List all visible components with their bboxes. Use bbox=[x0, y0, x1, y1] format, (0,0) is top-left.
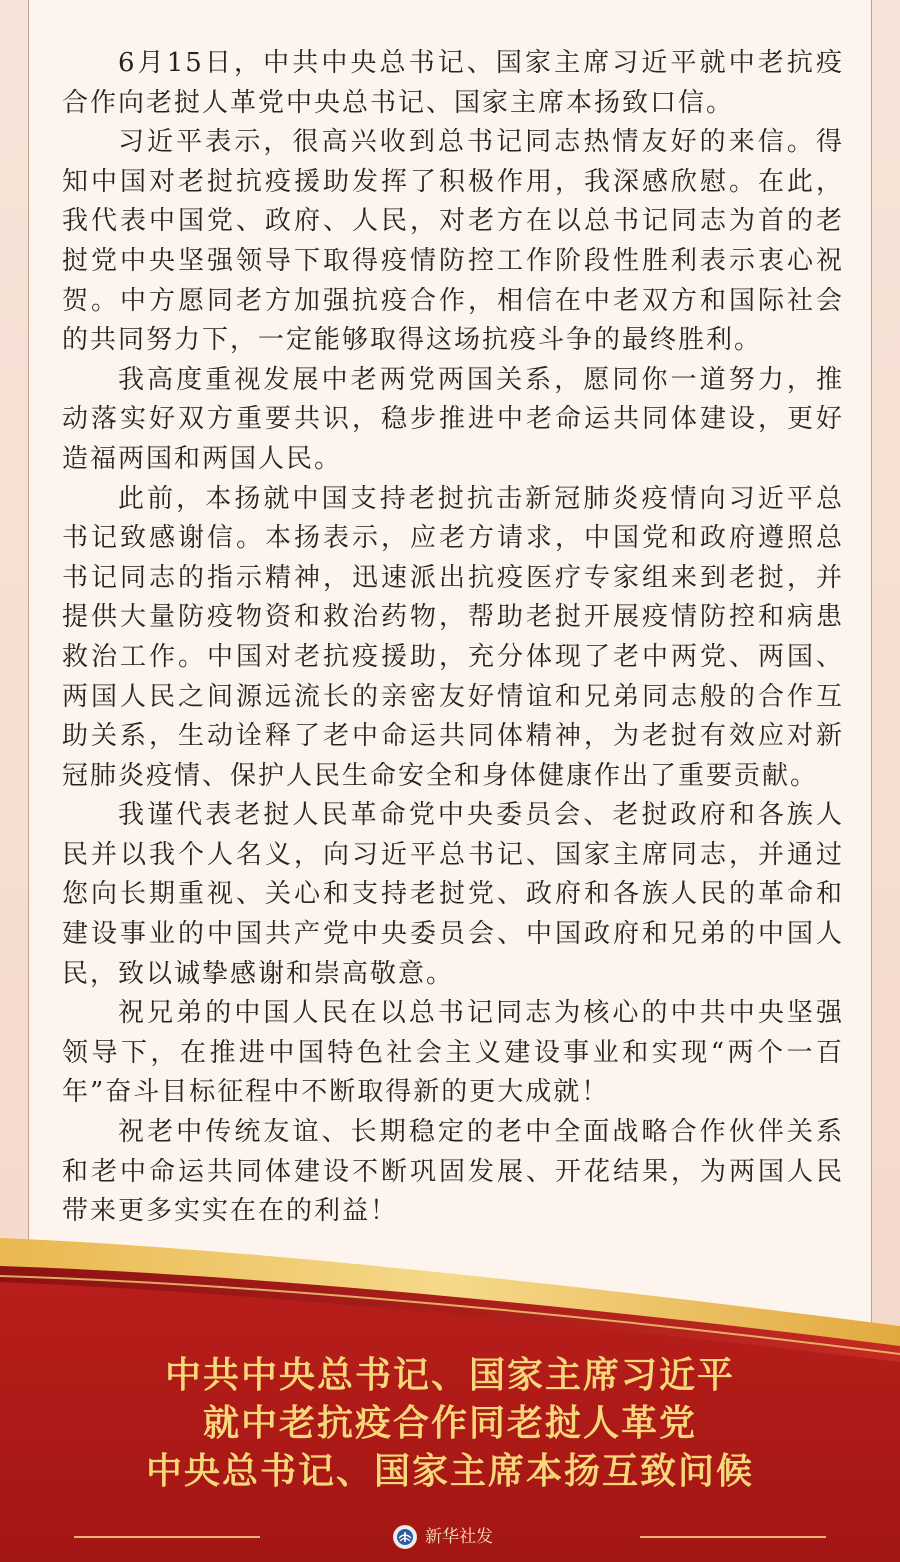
letter-paragraph: 祝老中传统友谊、长期稳定的老中全面战略合作伙伴关系和老中命运共同体建设不断巩固发展、开花结果，为两国人民带来更多实实在在的利益！ bbox=[62, 1117, 844, 1227]
letter-paragraph: 我高度重视发展中老两党两国关系，愿同你一道努力，推动落实好双方重要共识，稳步推进中老命运共同体建设，更好造福两国和两国人民。 bbox=[62, 364, 844, 474]
letter-paragraph: 6月15日，中共中央总书记、国家主席习近平就中老抗疫合作向老挝人革党中央总书记、国家主席本扬致口信。 bbox=[62, 48, 844, 118]
headline-line-2: 就中老抗疫合作同老挝人革党 bbox=[202, 1403, 697, 1444]
divider-right bbox=[640, 1536, 826, 1538]
letter-paragraph: 我谨代表老挝人民革命党中央委员会、老挝政府和各族人民并以我个人名义，向习近平总书记、国家主席同志，并通过您向长期重视、关心和支持老挝党、政府和各族人民的革命和建设事业的中国共产党中央委员会、中国政府和兄弟的中国人民，致以诚挚感谢和崇高敬意。 bbox=[62, 800, 844, 989]
letter-body bbox=[62, 44, 844, 1232]
xinhua-globe-icon bbox=[393, 1525, 417, 1549]
agency-logo-group bbox=[393, 1524, 493, 1550]
divider-left bbox=[74, 1536, 260, 1538]
letter-paragraph: 祝兄弟的中国人民在以总书记同志为核心的中共中央坚强领导下，在推进中国特色社会主义建设事业和实现“两个一百年”奋斗目标征程中不断取得新的更大成就！ bbox=[62, 998, 844, 1108]
letter-paragraph: 此前，本扬就中国支持老挝抗击新冠肺炎疫情向习近平总书记致感谢信。本扬表示，应老方请求，中国党和政府遵照总书记同志的指示精神，迅速派出抗疫医疗专家组来到老挝，并提供大量防疫物资和救治药物，帮助老挝开展疫情防控和病患救治工作。中国对老抗疫援助，充分体现了老中两党、两国、两国人民之间源远流长的亲密友好情谊和兄弟同志般的合作互助关系，生动诠释了老中命运共同体精神，为老挝有效应对新冠肺炎疫情、保护人民生命安全和身体健康作出了重要贡献。 bbox=[62, 483, 844, 791]
letter-paragraph: 习近平表示，很高兴收到总书记同志热情友好的来信。得知中国对老挝抗疫援助发挥了积极作用，我深感欣慰。在此，我代表中国党、政府、人民，对老方在以总书记同志为首的老挝党中央坚强领导下取得疫情防控工作阶段性胜利表示衷心祝贺。中方愿同老方加强抗疫合作，相信在中老双方和国际社会的共同努力下，一定能够取得这场抗疫斗争的最终胜利。 bbox=[62, 127, 844, 356]
headline bbox=[0, 1352, 900, 1496]
headline-line-3: 中央总书记、国家主席本扬互致问候 bbox=[145, 1451, 754, 1492]
agency-credit bbox=[0, 1524, 900, 1554]
agency-name: 新华社发 bbox=[425, 1527, 493, 1547]
headline-line-1: 中共中央总书记、国家主席习近平 bbox=[164, 1355, 735, 1396]
